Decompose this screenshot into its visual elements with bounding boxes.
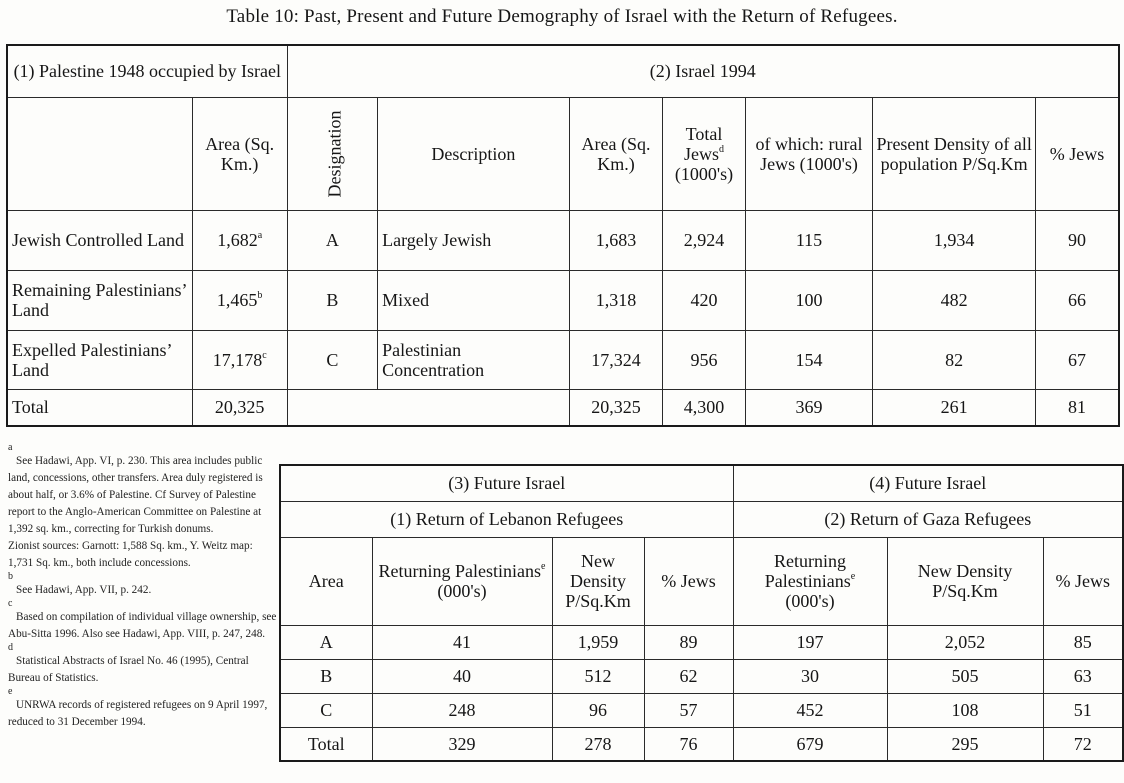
pct-lebanon-cell: 89 (644, 625, 733, 659)
total-density: 261 (873, 389, 1036, 426)
header-returning-unit: (000's) (785, 591, 835, 611)
designation-cell: B (287, 270, 378, 330)
header-designation (287, 97, 378, 210)
returning-lebanon-cell: 248 (372, 693, 552, 727)
header-new-density-lebanon: New Density P/Sq.Km (552, 537, 644, 625)
area-1994-cell: 1,318 (569, 270, 663, 330)
subheader-lebanon-refugees: (1) Return of Lebanon Refugees (280, 501, 733, 537)
area-1948-cell (192, 210, 287, 270)
footnote-e (8, 687, 278, 731)
returning-lebanon-cell: 40 (372, 659, 552, 693)
rural-jews-cell: 115 (745, 210, 873, 270)
header-density: Present Density of all population P/Sq.Km (873, 97, 1036, 210)
pct-gaza-cell: 63 (1043, 659, 1123, 693)
table-row (7, 270, 1119, 330)
description-cell: Largely Jewish (378, 210, 570, 270)
density-lebanon-cell: 1,959 (552, 625, 644, 659)
total-blank (287, 389, 569, 426)
footnote-mark: e (8, 686, 13, 697)
footnote-b (8, 572, 278, 599)
table-row (280, 693, 1123, 727)
area-1948-value: 1,465 (216, 290, 258, 310)
footnote-extra: Zionist sources: Garnott: 1,588 Sq. km., Y. Weitz map: 1,731 Sq. km., both include concessions. (8, 540, 253, 569)
table-row (7, 330, 1119, 389)
footnote-d (8, 643, 278, 687)
returning-gaza-cell: 452 (733, 693, 887, 727)
header-area: Area (280, 537, 372, 625)
total-label: Total (7, 389, 192, 426)
footnote-ref: c (262, 349, 267, 361)
total-density-gaza: 295 (887, 727, 1043, 761)
total-area-1994: 20,325 (569, 389, 663, 426)
total-rural-jews: 369 (745, 389, 873, 426)
pct-lebanon-cell: 62 (644, 659, 733, 693)
pct-gaza-cell: 51 (1043, 693, 1123, 727)
area-1948-cell (192, 330, 287, 389)
density-gaza-cell: 505 (887, 659, 1043, 693)
area-1948-value: 1,682 (217, 230, 258, 250)
total-returning-lebanon: 329 (372, 727, 552, 761)
total-returning-gaza: 679 (733, 727, 887, 761)
total-jews-cell: 956 (663, 330, 745, 389)
total-area-1948: 20,325 (192, 389, 287, 426)
pct-jews-cell: 66 (1036, 270, 1119, 330)
total-row (280, 727, 1123, 761)
footnote-ref: b (257, 290, 263, 301)
group-header-israel-1994: (2) Israel 1994 (287, 45, 1119, 97)
future-israel-table (279, 464, 1124, 762)
area-1948-cell (192, 270, 287, 330)
designation-cell: C (287, 330, 378, 389)
footnote-mark: b (8, 571, 13, 582)
total-jews-cell: 420 (663, 270, 745, 330)
pct-gaza-cell: 85 (1043, 625, 1123, 659)
header-pct-jews-lebanon: % Jews (644, 537, 733, 625)
total-jews-cell: 2,924 (663, 210, 745, 270)
footnote-ref-d: d (719, 143, 724, 155)
header-pct-jews-gaza: % Jews (1043, 537, 1123, 625)
header-returning-label: Returning Palestinians (764, 551, 851, 591)
footnote-text: See Hadawi, App. VI, p. 230. This area includes public land, concessions, other transfers. Area duly registered is about half, or 3.6% of Palestine. Cf Survey of Palestine report to the Anglo-American Committee on Palestine at 1,392 sq. km., correcting for Turkish donums. (8, 455, 263, 535)
area-cell: C (280, 693, 372, 727)
designation-cell: A (287, 210, 378, 270)
header-returning-lebanon (372, 537, 552, 625)
area-1994-cell: 1,683 (569, 210, 663, 270)
footnote-text: See Hadawi, App. VII, p. 242. (16, 584, 152, 596)
group-header-palestine-1948: (1) Palestine 1948 occupied by Israel (7, 45, 287, 97)
density-cell: 1,934 (873, 210, 1036, 270)
header-total-jews-unit: (1000's) (674, 163, 734, 184)
pct-jews-cell: 90 (1036, 210, 1119, 270)
header-returning-label: Returning Palestinians (378, 561, 542, 581)
footnote-c (8, 599, 278, 643)
area-1948-value: 17,178 (212, 349, 263, 370)
table-row (280, 625, 1123, 659)
table-title: Table 10: Past, Present and Future Demography of Israel with the Return of Refugees. (226, 6, 898, 27)
header-pct-jews: % Jews (1036, 97, 1119, 210)
header-total-jews-label: Total Jews (684, 123, 723, 164)
footnote-ref-e: e (541, 561, 546, 572)
pct-lebanon-cell: 57 (644, 693, 733, 727)
density-gaza-cell: 108 (887, 693, 1043, 727)
density-gaza-cell: 2,052 (887, 625, 1043, 659)
rural-jews-cell: 100 (745, 270, 873, 330)
description-cell: Mixed (378, 270, 570, 330)
footnote-text: Statistical Abstracts of Israel No. 46 (1995), Central Bureau of Statistics. (8, 655, 249, 684)
returning-gaza-cell: 197 (733, 625, 887, 659)
demography-table-1948-1994 (6, 44, 1120, 427)
table-row (280, 659, 1123, 693)
rural-jews-cell: 154 (745, 330, 873, 389)
total-pct-jews: 81 (1036, 389, 1119, 426)
header-area-1994: Area (Sq. Km.) (569, 97, 663, 210)
total-row (7, 389, 1119, 426)
returning-lebanon-cell: 41 (372, 625, 552, 659)
footnote-ref-e: e (850, 571, 856, 582)
density-lebanon-cell: 512 (552, 659, 644, 693)
description-cell: Palestinian Concentration (378, 330, 570, 389)
group-header-future-israel-4: (4) Future Israel (733, 465, 1123, 501)
area-cell: A (280, 625, 372, 659)
footnote-mark: d (8, 642, 13, 653)
total-density-lebanon: 278 (552, 727, 644, 761)
subheader-gaza-refugees: (2) Return of Gaza Refugees (733, 501, 1123, 537)
land-label: Remaining Palestinians’ Land (7, 270, 192, 330)
total-label: Total (280, 727, 372, 761)
header-returning-unit: (000's) (437, 581, 487, 601)
header-description: Description (378, 97, 570, 210)
table-row (7, 210, 1119, 270)
total-pct-lebanon: 76 (644, 727, 733, 761)
footnote-text: Based on compilation of individual village ownership, see Abu-Sitta 1996. Also see Hadawi, App. VIII, p. 247, 248. (8, 611, 277, 640)
density-cell: 82 (873, 330, 1036, 389)
header-returning-gaza (733, 537, 887, 625)
land-label: Jewish Controlled Land (7, 210, 192, 270)
footnote-mark: a (8, 442, 13, 453)
header-area-1948: Area (Sq. Km.) (192, 97, 287, 210)
header-total-jews (663, 97, 745, 210)
footnote-mark: c (8, 598, 13, 609)
returning-gaza-cell: 30 (733, 659, 887, 693)
footnote-ref: a (257, 230, 263, 241)
footnote-a (8, 443, 278, 572)
density-lebanon-cell: 96 (552, 693, 644, 727)
header-blank (7, 97, 192, 210)
area-cell: B (280, 659, 372, 693)
density-cell: 482 (873, 270, 1036, 330)
total-pct-gaza: 72 (1043, 727, 1123, 761)
header-designation-label: Designation (324, 110, 345, 197)
area-1994-cell: 17,324 (569, 330, 663, 389)
footnote-text: UNRWA records of registered refugees on 9 April 1997, reduced to 31 December 1994. (8, 699, 268, 728)
group-header-future-israel-3: (3) Future Israel (280, 465, 733, 501)
land-label: Expelled Palestinians’ Land (7, 330, 192, 389)
header-new-density-gaza: New Density P/Sq.Km (887, 537, 1043, 625)
pct-jews-cell: 67 (1036, 330, 1119, 389)
header-rural-jews: of which: rural Jews (1000's) (745, 97, 873, 210)
footnotes (8, 443, 278, 731)
total-jews: 4,300 (663, 389, 745, 426)
